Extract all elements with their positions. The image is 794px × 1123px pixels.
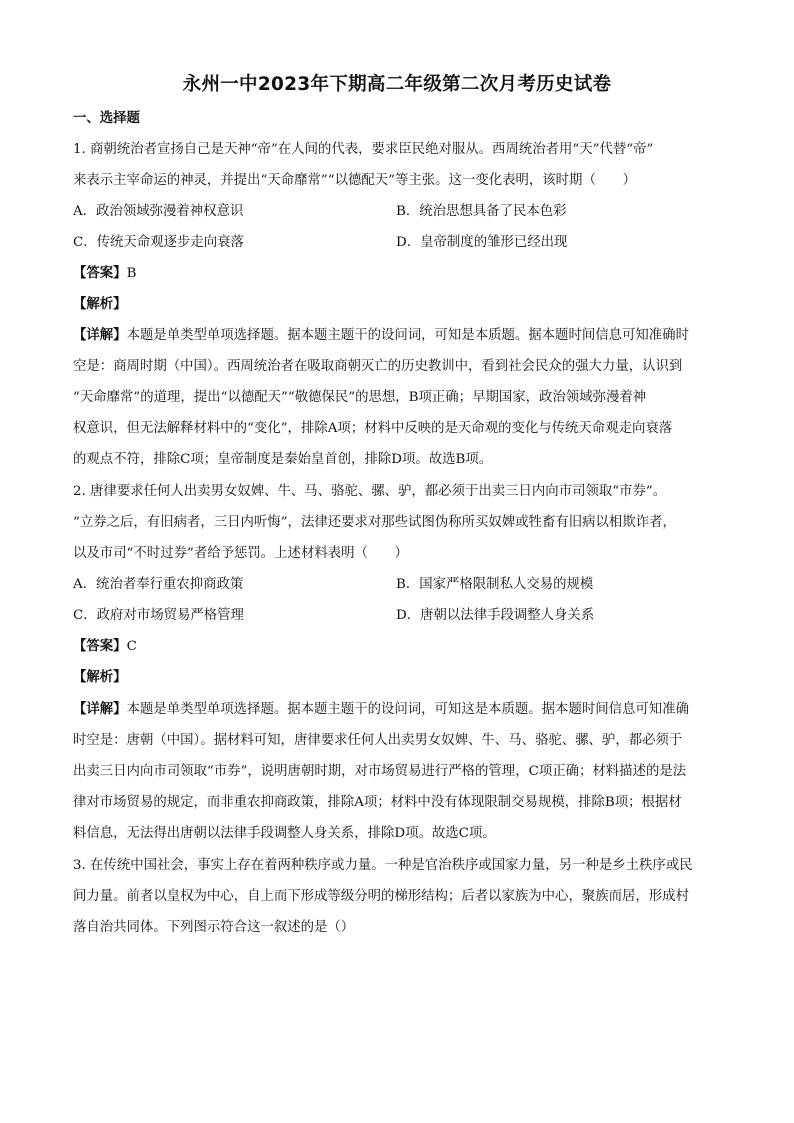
q1-answer — [73, 264, 136, 284]
section-heading: 一、选择题 — [73, 111, 140, 126]
q2-option-a: A．统治者奉行重农抑商政策 — [73, 577, 244, 592]
q2-stem-line: “立券之后，有旧病者，三日内听悔”，法律还要求对那些试图伪称所买奴婢或牲畜有旧病以相欺诈者， — [73, 515, 676, 530]
q2-option-d: D．唐朝以法律手段调整人身关系 — [396, 608, 595, 623]
q3-stem-line: 3. 在传统中国社会，事实上存在着两种秩序或力量。一种是官治秩序或国家力量，另一种是乡土秩序或民 — [73, 858, 693, 873]
q2-stem-line: 以及市司“不时过券”者给予惩罚。上述材料表明（ ） — [73, 546, 409, 561]
detail-text: 本题是单类型单项选择题。据本题主题干的设问词，可知这是本质题。据本题时间信息可知准确 — [126, 702, 689, 717]
q1-option-b: B．统治思想具备了民本色彩 — [396, 204, 567, 219]
q2-answer — [73, 637, 137, 657]
q3-stem-line: 落自治共同体。下列图示符合这一叙述的是（） — [73, 920, 355, 935]
q2-detail-line: 律对市场贸易的规定，而非重农抑商政策，排除A项；材料中没有体现限制交易规模，排除B项；根据材 — [73, 795, 682, 810]
answer-tag: 【答案】 — [73, 266, 127, 281]
answer-value: C — [126, 639, 137, 654]
q1-option-c: C．传统天命观逐步走向衰落 — [73, 235, 244, 250]
q2-detail-line: 料信息，无法得出唐朝以法律手段调整人身关系，排除D项。故选C项。 — [73, 826, 496, 841]
q2-detail-line: 时空是：唐朝（中国）。据材料可知，唐律要求任何人出卖男女奴婢、牛、马、骆驼、骡、驴，都必须于 — [73, 733, 683, 748]
q2-option-c: C．政府对市场贸易严格管理 — [73, 608, 244, 623]
q1-stem-line: 1. 商朝统治者宣扬自己是天神“帝”在人间的代表，要求臣民绝对服从。西周统治者用“天”代替“帝” — [73, 142, 654, 157]
detail-tag: 【详解】 — [73, 328, 127, 343]
q1-detail-line: 空是：商周时期（中国）。西周统治者在吸取商朝灭亡的历史教训中，看到社会民众的强大力量，认识到 — [73, 359, 683, 374]
page-title: 永州一中2023年下期高二年级第二次月考历史试卷 — [182, 74, 612, 95]
q1-detail-line: 的观点不符，排除C项；皇帝制度是秦始皇首创，排除D项。故选B项。 — [73, 452, 493, 467]
answer-value: B — [126, 266, 137, 281]
analysis-tag: 【解析】 — [73, 297, 127, 312]
q1-detail-line: “天命靡常”的道理，提出“以德配天”“敬德保民”的思想，B项正确；早期国家，政治领域弥漫着神 — [73, 390, 647, 405]
detail-tag: 【详解】 — [73, 702, 127, 717]
q1-analysis-tag — [73, 295, 127, 315]
q2-detail-line — [73, 700, 689, 720]
q3-stem-line: 间力量。前者以皇权为中心，自上而下形成等级分明的梯形结构；后者以家族为中心，聚族而居，形成村 — [73, 889, 689, 904]
q1-stem-line: 来表示主宰命运的神灵，并提出“天命靡常”“以德配天”等主张。这一变化表明，该时期（ ） — [73, 173, 637, 188]
detail-text: 本题是单类型单项选择题。据本题主题干的设问词，可知是本质题。据本题时间信息可知准确时 — [126, 328, 689, 343]
q2-detail-line: 出卖三日内向市司领取“市券”，说明唐朝时期，对市场贸易进行严格的管理，C项正确；材料描述的是法 — [73, 764, 687, 779]
q2-stem-line: 2. 唐律要求任何人出卖男女奴婢、牛、马、骆驼、骡、驴，都必须于出卖三日内向市司领取“市券”。 — [73, 484, 667, 499]
q1-option-d: D．皇帝制度的雏形已经出现 — [396, 235, 568, 250]
q1-detail-line — [73, 326, 689, 346]
q1-option-a: A．政治领域弥漫着神权意识 — [73, 204, 244, 219]
answer-tag: 【答案】 — [73, 639, 127, 654]
q1-detail-line: 权意识，但无法解释材料中的“变化”，排除A项；材料中反映的是天命观的变化与传统天命观走向衰落 — [73, 421, 673, 436]
q2-option-b: B．国家严格限制私人交易的规模 — [396, 577, 594, 592]
analysis-tag: 【解析】 — [73, 670, 127, 685]
q2-analysis-tag — [73, 668, 127, 688]
